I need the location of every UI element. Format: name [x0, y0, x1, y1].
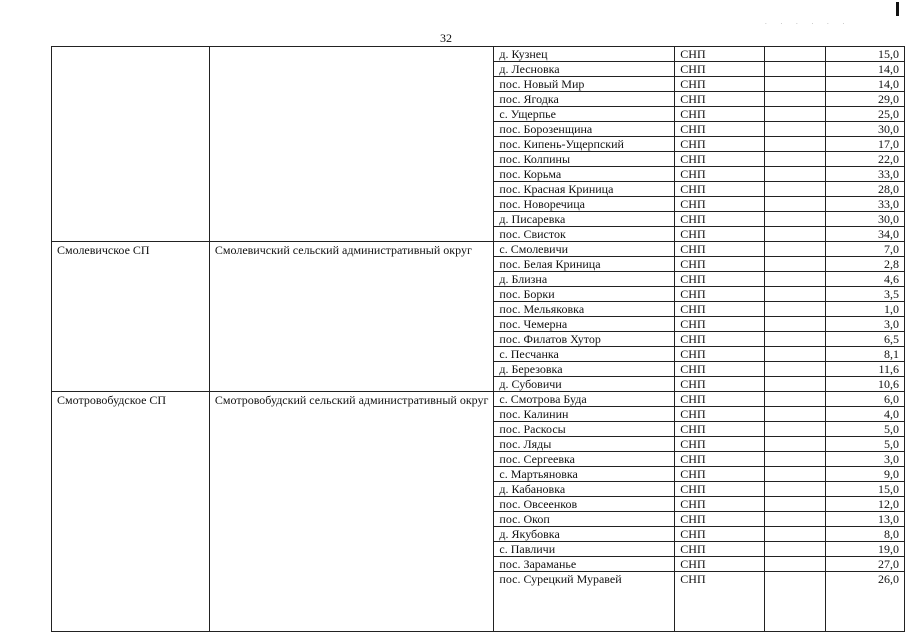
distance-cell: 6,0: [826, 392, 905, 407]
settlement-cell: д. Субовичи: [494, 377, 675, 392]
blank-cell: [765, 332, 826, 347]
distance-cell: 3,0: [826, 317, 905, 332]
settlement-cell: пос. Мельяковка: [494, 302, 675, 317]
blank-cell: [765, 287, 826, 302]
blank-cell: [765, 512, 826, 527]
settlement-cell: пос. Белая Криница: [494, 257, 675, 272]
settlement-cell: пос. Красная Криница: [494, 182, 675, 197]
settlement-cell: д. Березовка: [494, 362, 675, 377]
type-cell: СНП: [675, 302, 765, 317]
blank-cell: [765, 272, 826, 287]
distance-cell: 15,0: [826, 482, 905, 497]
blank-cell: [765, 542, 826, 557]
type-cell: СНП: [675, 212, 765, 227]
blank-cell: [765, 212, 826, 227]
distance-cell: 25,0: [826, 107, 905, 122]
settlement-cell: пос. Ляды: [494, 437, 675, 452]
distance-cell: 3,0: [826, 452, 905, 467]
settlement-cell: пос. Зараманье: [494, 557, 675, 572]
settlement-cell: пос. Корьма: [494, 167, 675, 182]
blank-cell: [765, 302, 826, 317]
settlement-cell: пос. Колпины: [494, 152, 675, 167]
distance-cell: 1,0: [826, 302, 905, 317]
distance-cell: 33,0: [826, 197, 905, 212]
distance-cell: 8,0: [826, 527, 905, 542]
distance-cell: 14,0: [826, 77, 905, 92]
table-row: [52, 392, 905, 407]
type-cell: СНП: [675, 482, 765, 497]
blank-cell: [765, 167, 826, 182]
type-cell: СНП: [675, 557, 765, 572]
distance-cell: 5,0: [826, 437, 905, 452]
settlement-cell: пос. Чемерна: [494, 317, 675, 332]
municipality-cell: Смотровобудское СП: [52, 392, 210, 632]
distance-cell: 6,5: [826, 332, 905, 347]
settlement-cell: д. Кузнец: [494, 47, 675, 62]
municipality-cell: Смолевичское СП: [52, 242, 210, 392]
distance-cell: 8,1: [826, 347, 905, 362]
settlement-cell: пос. Филатов Хутор: [494, 332, 675, 347]
distance-cell: 11,6: [826, 362, 905, 377]
settlement-cell: с. Смолевичи: [494, 242, 675, 257]
blank-cell: [765, 257, 826, 272]
type-cell: СНП: [675, 182, 765, 197]
type-cell: СНП: [675, 497, 765, 512]
settlement-cell: д. Писаревка: [494, 212, 675, 227]
type-cell: СНП: [675, 227, 765, 242]
type-cell: СНП: [675, 77, 765, 92]
blank-cell: [765, 407, 826, 422]
scan-edge-mark: [896, 2, 899, 16]
table-row: [52, 242, 905, 257]
type-cell: СНП: [675, 287, 765, 302]
distance-cell: 30,0: [826, 122, 905, 137]
table-row: [52, 47, 905, 62]
settlement-cell: с. Павличи: [494, 542, 675, 557]
type-cell: СНП: [675, 167, 765, 182]
page-number: 32: [440, 31, 452, 45]
blank-cell: [765, 62, 826, 77]
blank-cell: [765, 77, 826, 92]
settlement-cell: пос. Сурецкий Муравей: [494, 572, 675, 632]
settlement-cell: пос. Борозенщина: [494, 122, 675, 137]
type-cell: СНП: [675, 137, 765, 152]
municipality-cell: [52, 47, 210, 242]
okrug-cell: Смотровобудский сельский административный округ: [209, 392, 494, 632]
distance-cell: 10,6: [826, 377, 905, 392]
settlement-cell: д. Якубовка: [494, 527, 675, 542]
blank-cell: [765, 497, 826, 512]
blank-cell: [765, 572, 826, 632]
type-cell: СНП: [675, 272, 765, 287]
distance-cell: 27,0: [826, 557, 905, 572]
blank-cell: [765, 437, 826, 452]
type-cell: СНП: [675, 512, 765, 527]
blank-cell: [765, 107, 826, 122]
settlement-cell: пос. Овсеенков: [494, 497, 675, 512]
distance-cell: 30,0: [826, 212, 905, 227]
settlement-cell: пос. Калинин: [494, 407, 675, 422]
distance-cell: 22,0: [826, 152, 905, 167]
type-cell: СНП: [675, 152, 765, 167]
type-cell: СНП: [675, 242, 765, 257]
distance-cell: 17,0: [826, 137, 905, 152]
settlement-cell: пос. Новоречица: [494, 197, 675, 212]
blank-cell: [765, 467, 826, 482]
type-cell: СНП: [675, 92, 765, 107]
blank-cell: [765, 557, 826, 572]
distance-cell: 33,0: [826, 167, 905, 182]
type-cell: СНП: [675, 332, 765, 347]
distance-cell: 29,0: [826, 92, 905, 107]
blank-cell: [765, 47, 826, 62]
type-cell: СНП: [675, 257, 765, 272]
settlement-cell: пос. Сергеевка: [494, 452, 675, 467]
distance-cell: 26,0: [826, 572, 905, 632]
blank-cell: [765, 227, 826, 242]
settlements-table: [51, 46, 905, 632]
okrug-cell: [209, 47, 494, 242]
settlement-cell: пос. Раскосы: [494, 422, 675, 437]
settlement-cell: д. Лесновка: [494, 62, 675, 77]
distance-cell: 14,0: [826, 62, 905, 77]
distance-cell: 3,5: [826, 287, 905, 302]
blank-cell: [765, 197, 826, 212]
settlement-cell: пос. Ягодка: [494, 92, 675, 107]
blank-cell: [765, 242, 826, 257]
type-cell: СНП: [675, 197, 765, 212]
settlement-cell: с. Смотрова Буда: [494, 392, 675, 407]
distance-cell: 4,6: [826, 272, 905, 287]
type-cell: СНП: [675, 47, 765, 62]
distance-cell: 34,0: [826, 227, 905, 242]
settlement-cell: пос. Борки: [494, 287, 675, 302]
distance-cell: 2,8: [826, 257, 905, 272]
type-cell: СНП: [675, 377, 765, 392]
settlement-cell: с. Мартьяновка: [494, 467, 675, 482]
type-cell: СНП: [675, 422, 765, 437]
blank-cell: [765, 422, 826, 437]
type-cell: СНП: [675, 107, 765, 122]
distance-cell: 12,0: [826, 497, 905, 512]
settlement-cell: с. Ущерпье: [494, 107, 675, 122]
distance-cell: 15,0: [826, 47, 905, 62]
blank-cell: [765, 152, 826, 167]
type-cell: СНП: [675, 527, 765, 542]
type-cell: СНП: [675, 437, 765, 452]
distance-cell: 9,0: [826, 467, 905, 482]
type-cell: СНП: [675, 467, 765, 482]
type-cell: СНП: [675, 392, 765, 407]
settlement-cell: пос. Окоп: [494, 512, 675, 527]
settlement-cell: пос. Новый Мир: [494, 77, 675, 92]
settlement-cell: д. Близна: [494, 272, 675, 287]
distance-cell: 4,0: [826, 407, 905, 422]
distance-cell: 5,0: [826, 422, 905, 437]
settlement-cell: пос. Свисток: [494, 227, 675, 242]
blank-cell: [765, 317, 826, 332]
type-cell: СНП: [675, 347, 765, 362]
type-cell: СНП: [675, 122, 765, 137]
distance-cell: 19,0: [826, 542, 905, 557]
blank-cell: [765, 182, 826, 197]
blank-cell: [765, 92, 826, 107]
type-cell: СНП: [675, 572, 765, 632]
okrug-cell: Смолевичский сельский административный округ: [209, 242, 494, 392]
type-cell: СНП: [675, 362, 765, 377]
blank-cell: [765, 122, 826, 137]
settlements-table-body: [52, 47, 905, 632]
blank-cell: [765, 362, 826, 377]
scan-noise: . . . . . .: [765, 18, 851, 26]
settlement-cell: пос. Кипень-Ущерпский: [494, 137, 675, 152]
blank-cell: [765, 377, 826, 392]
distance-cell: 28,0: [826, 182, 905, 197]
blank-cell: [765, 347, 826, 362]
blank-cell: [765, 392, 826, 407]
type-cell: СНП: [675, 452, 765, 467]
blank-cell: [765, 452, 826, 467]
settlement-cell: с. Песчанка: [494, 347, 675, 362]
blank-cell: [765, 527, 826, 542]
distance-cell: 7,0: [826, 242, 905, 257]
blank-cell: [765, 482, 826, 497]
blank-cell: [765, 137, 826, 152]
distance-cell: 13,0: [826, 512, 905, 527]
type-cell: СНП: [675, 542, 765, 557]
type-cell: СНП: [675, 317, 765, 332]
settlement-cell: д. Кабановка: [494, 482, 675, 497]
type-cell: СНП: [675, 62, 765, 77]
type-cell: СНП: [675, 407, 765, 422]
